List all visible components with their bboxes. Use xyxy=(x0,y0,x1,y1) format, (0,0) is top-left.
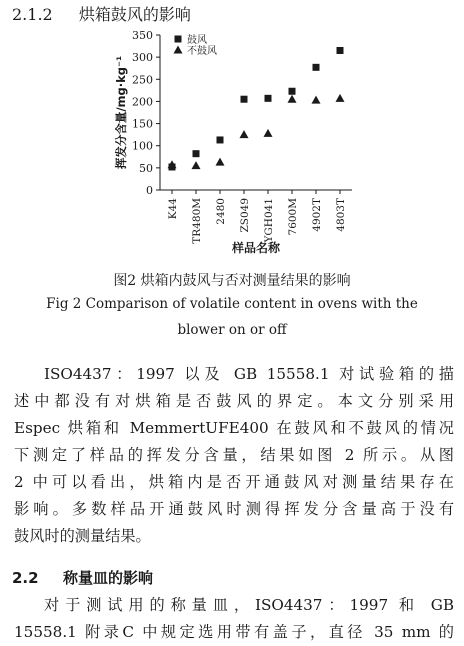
data-point-square xyxy=(337,47,344,54)
figure-caption-en-line1: Fig 2 Comparison of volatile content in ovens with the xyxy=(46,296,418,312)
x-tick-label: 2480 xyxy=(215,198,227,225)
paragraph-line: ISO4437：1997 以及 GB 15558.1 对试验箱的描 xyxy=(44,365,454,383)
data-point-square xyxy=(241,96,248,103)
section-title: 称量皿的影响 xyxy=(63,569,154,587)
y-tick-label: 300 xyxy=(132,51,153,65)
data-point-square xyxy=(313,64,320,71)
data-point-triangle xyxy=(312,96,321,104)
data-point-triangle xyxy=(264,129,273,137)
data-point-square xyxy=(193,150,200,157)
legend-label: 不鼓风 xyxy=(187,46,217,57)
paragraph-line: Espec 烘箱和 MemmertUFE400 在鼓风和不鼓风的情况 xyxy=(14,419,454,437)
paragraph-line: 影响。多数样品开通鼓风时测得挥发分含量高于没有 xyxy=(14,500,454,518)
y-axis-title: 挥发分含量/mg·kg⁻¹ xyxy=(114,55,128,170)
y-tick-label: 50 xyxy=(139,161,153,175)
data-point-triangle xyxy=(336,94,345,102)
data-point-square xyxy=(289,88,296,95)
y-tick-label: 150 xyxy=(132,117,153,131)
x-tick-label: TR480M xyxy=(191,198,203,244)
y-tick-label: 250 xyxy=(132,73,153,87)
data-point-square xyxy=(217,136,224,143)
figure-caption-cn: 图2 烘箱内鼓风与否对测量结果的影响 xyxy=(113,273,351,289)
x-tick-label: ZS049 xyxy=(239,198,251,233)
legend-label: 鼓风 xyxy=(187,35,207,46)
x-axis-title: 样品名称 xyxy=(231,241,281,255)
section-number: 2.1.2 xyxy=(12,5,53,24)
paragraph-line: 对于测试用的称量皿，ISO4437：1997 和 GB xyxy=(44,596,454,614)
section-title: 烘箱鼓风的影响 xyxy=(78,5,191,24)
x-tick-label: YGH041 xyxy=(263,198,275,243)
paragraph-line: 15558.1 附录C 中规定选用带有盖子，直径 35 mm 的 xyxy=(14,623,454,641)
data-point-square xyxy=(265,95,272,102)
section-heading-2-2 xyxy=(12,567,153,588)
legend-marker-triangle xyxy=(174,46,183,54)
x-tick-label: K44 xyxy=(167,198,179,220)
data-point-triangle xyxy=(240,130,249,138)
body-paragraph-1 xyxy=(14,361,454,550)
data-point-triangle xyxy=(192,161,201,169)
x-tick-label: 4803T xyxy=(335,198,347,232)
legend-marker-square xyxy=(175,36,182,43)
x-tick-label: 7600M xyxy=(287,198,299,236)
body-paragraph-2 xyxy=(14,592,454,646)
y-tick-label: 0 xyxy=(146,184,153,197)
paragraph-line: 述中都没有对烘箱是否鼓风的界定。本文分别采用 xyxy=(14,392,454,410)
y-tick-label: 350 xyxy=(132,29,153,42)
paragraph-line: 鼓风时的测量结果。 xyxy=(14,527,151,545)
x-tick-label: 4902T xyxy=(311,198,323,232)
paragraph-line: 下测定了样品的挥发分含量，结果如图 2 所示。从图 xyxy=(14,446,454,464)
y-tick-label: 100 xyxy=(132,139,153,153)
section-number: 2.2 xyxy=(12,569,39,587)
scatter-chart xyxy=(0,0,464,270)
paragraph-line: 2 中可以看出，烘箱内是否开通鼓风对测量结果存在 xyxy=(14,473,454,491)
data-point-triangle xyxy=(216,158,225,166)
figure-caption-en-line2: blower on or off xyxy=(177,322,287,338)
data-point-triangle xyxy=(288,95,297,103)
y-tick-label: 200 xyxy=(132,95,153,109)
